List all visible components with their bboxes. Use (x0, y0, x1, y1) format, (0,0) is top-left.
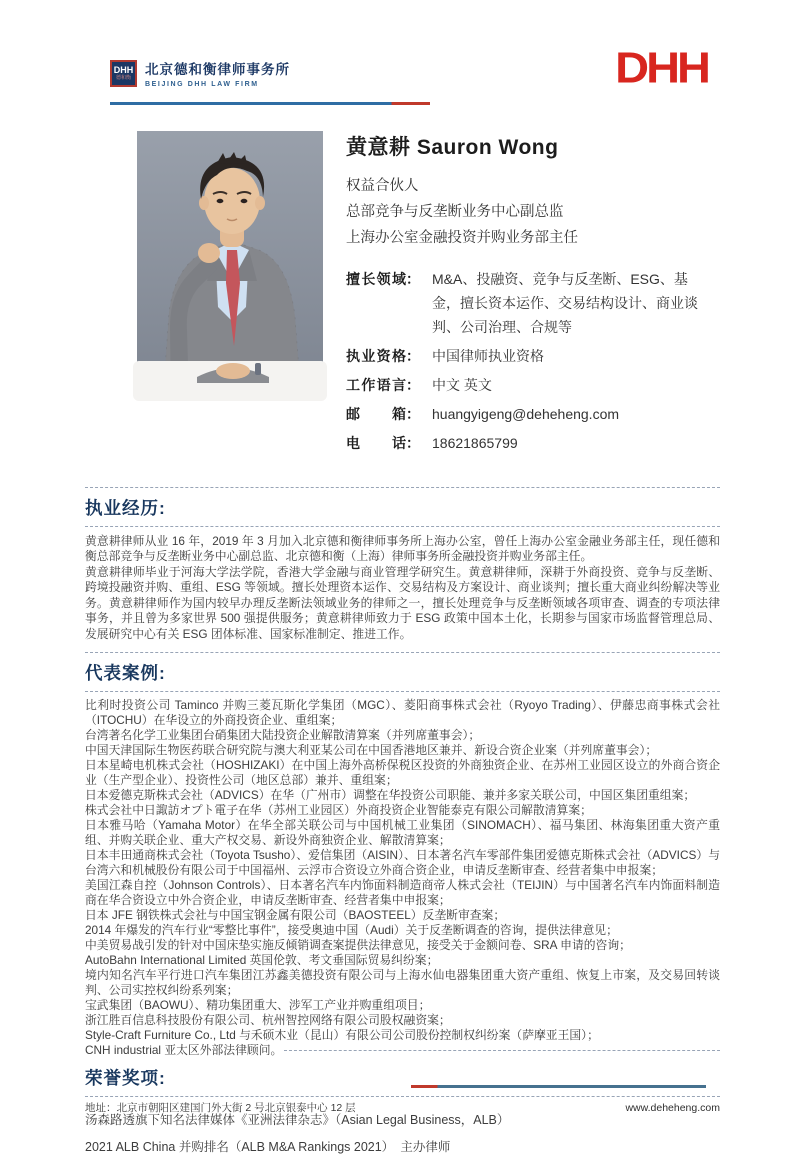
profile-field-row (346, 373, 720, 397)
field-value[interactable]: 中文 英文 (432, 376, 492, 393)
field-colon: ： (406, 405, 420, 422)
case-item: 2014 年爆发的汽车行业“零整比事件”，接受奥迪中国（Audi）关于反垄断调查的咨询，提供法律意见； (85, 923, 618, 937)
profile-field-row (346, 344, 720, 368)
lawyer-title-line: 上海办公室金融投资并购业务部主任 (346, 229, 578, 246)
footer-divider (411, 1085, 706, 1088)
experience-paragraphs (85, 527, 720, 653)
experience-paragraph: 黄意耕律师毕业于河海大学法学院，香港大学金融与商业管理学研究生。黄意耕律师，深耕于外商投资、竞争与反垄断、跨境投融资并购、重组、ESG 等领域。擅长处理资本运作、交易结构及方案设计、商业谈判；擅长重大商业纠纷解决等业务。黄意耕律师作为国内较早办理反垄断法领域业务的律师之一，擅长处理竞争与反垄断领域各项审查、调查的专项法律事务，并且曾为多家世界 500 强提供服务；黄意耕律师致力于 ESG 政策中国本土化，长期参与国家市场监督管理总局、发展研究中心有关 ESG 团体标准、国家标准制定、推进工作。 (85, 564, 720, 641)
case-item: 中国天津国际生物医药联合研究院与澳大利亚某公司在中国香港地区兼并、新设合资企业案（并列席董事会）； (85, 743, 658, 757)
field-value[interactable]: M&A、投融资、竞争与反垄断、ESG、基金，擅长资本运作、交易结构设计、商业谈判、公司治理、合规等 (432, 270, 698, 335)
lawyer-titles (346, 173, 720, 251)
profile-field-row (346, 267, 720, 339)
lawyer-title-line: 权益合伙人 (346, 177, 419, 194)
field-value[interactable]: 中国律师执业资格 (432, 347, 544, 364)
profile-field-row (346, 402, 720, 426)
case-item: 日本爱德克斯株式会社（ADVICS）在华（广州市）调整在华投资公司职能、兼并多家关联公司，中国区集团重组案； (85, 788, 696, 802)
field-label: 电话 (346, 434, 406, 451)
lawyer-title-line: 总部竞争与反垄断业务中心副总监 (346, 203, 564, 220)
case-item: 日本星崎电机株式会社（HOSHIZAKI）在中国上海外高桥保税区投资的外商独资企业、在苏州工业园区设立的外商合资企业（生产型企业）、投资性公司（地区总部）兼并、重组案； (85, 758, 720, 787)
lawyer-name: 黄意耕 Sauron Wong (346, 135, 559, 159)
firm-logo-icon (110, 60, 137, 87)
firm-name-en: BEIJING DHH LAW FIRM (145, 81, 259, 88)
field-label: 邮箱 (346, 405, 406, 422)
section-cases (85, 652, 720, 1058)
field-colon: ： (406, 270, 420, 287)
lawyer-portrait-photo (137, 131, 323, 397)
field-value[interactable]: huangyigeng@deheheng.com (432, 405, 620, 422)
case-item: 日本丰田通商株式会社（Toyota Tsusho）、爱信集团（AISIN）、日本著名汽车零部件集团爱德克斯株式会社（ADVICS）与台湾六和机械股份有限公司于中国福州、云浮市合资设立外商合资企业，申请反垄断审查、经营者集中申报案； (85, 848, 720, 877)
page-footer (85, 1085, 720, 1115)
honor-item: 汤森路透旗下知名法律媒体《亚洲法律杂志》（Asian Legal Business，ALB） (85, 1113, 510, 1127)
case-item: AutoBahn International Limited 英国伦敦、考文垂国际贸易纠纷案； (85, 953, 439, 967)
footer-address: 地址：北京市朝阳区建国门外大街 2 号北京银泰中心 12 层 (85, 1102, 356, 1114)
footer-row (85, 1100, 720, 1115)
dhh-brand-logo: DHH (615, 43, 708, 92)
footer-website-link[interactable]: www.deheheng.com (625, 1102, 720, 1114)
header-divider (110, 102, 430, 105)
profile-field-row (346, 431, 720, 455)
case-item-last-row (85, 1043, 720, 1058)
case-item-last: CNH industrial 亚太区外部法律顾问。 (85, 1043, 283, 1057)
profile-details (346, 131, 720, 460)
honor-item: 2021 ALB China 并购排名（ALB M&A Rankings 2021） 主办律师 (85, 1140, 451, 1154)
case-item: 日本 JFE 钢铁株式会社与中国宝钢金属有限公司（BAOSTEEL）反垄断审查案； (85, 908, 506, 922)
field-label: 擅长领域 (346, 270, 406, 287)
case-item: 宝武集团（BAOWU）、精功集团重大、涉军工产业并购重组项目； (85, 998, 431, 1012)
field-label: 执业资格 (346, 347, 406, 364)
firm-logo-icon-text: DHH (113, 65, 134, 75)
case-item: 日本雅马哈（Yamaha Motor）在华全部关联公司与中国机械工业集团（SINOMACH）、福马集团、林海集团重大资产重组、并购关联企业、重大产权交易、新设外商独资企业、解散清算案； (85, 818, 720, 847)
profile-fields (346, 267, 720, 455)
field-colon: ： (406, 347, 420, 364)
profile-block (137, 131, 720, 460)
dashed-divider-inline (284, 1050, 720, 1051)
case-item: 台湾著名化学工业集团台硝集团大陆投资企业解散清算案（并列席董事会）； (85, 728, 481, 742)
case-list (85, 692, 720, 1043)
firm-name-block (145, 58, 290, 88)
case-item: 境内知名汽车平行进口汽车集团江苏鑫美德投资有限公司与上海水仙电器集团重大资产重组、恢复上市案，及交易回转谈判、公司实控权纠纷系列案； (85, 968, 720, 997)
section-experience (85, 487, 720, 653)
case-item: 比利时投资公司 Taminco 并购三菱瓦斯化学集团（MGC）、菱阳商事株式会社（Ryoyo Trading）、伊藤忠商事株式会社（ITOCHU）在华设立的外商投资企业、重组案； (85, 698, 720, 727)
case-item: 美国江森自控（Johnson Controls）、日本著名汽车内饰面料制造商帝人株式会社（TEIJIN）与中国著名汽车内饰面料制造商在华合资设立中外合资企业，申请反垄断审查、经营者集中申报案； (85, 878, 720, 907)
section-title-honors: 荣誉奖项: (85, 1068, 166, 1088)
section-title-cases: 代表案例: (85, 663, 166, 683)
field-label: 工作语言 (346, 376, 406, 393)
experience-paragraph: 黄意耕律师从业 16 年，2019 年 3 月加入北京德和衡律师事务所上海办公室，曾任上海办公室金融业务部主任，现任德和衡总部竞争与反垄断业务中心副总监、北京德和衡（上海）律师事务所金融投资并购业务部主任。 (85, 533, 720, 563)
field-colon: ： (406, 434, 420, 451)
firm-name-cn: 北京德和衡律师事务所 (145, 62, 290, 77)
section-title-experience: 执业经历: (85, 497, 166, 518)
field-value[interactable]: 18621865799 (432, 434, 518, 451)
field-colon: ： (406, 376, 420, 393)
firm-logo-icon-subtext: 德和衡 (115, 75, 131, 81)
case-item: 株式会社中日諏訪オプト電子在华（苏州工业园区）外商投资企业智能泰克有限公司解散清算案； (85, 803, 592, 817)
firm-logo (110, 58, 290, 88)
case-item: 浙江胜百信息科技股份有限公司、杭州智控网络有限公司股权融资案； (85, 1013, 451, 1027)
case-item: Style-Craft Furniture Co., Ltd 与禾硕木业（昆山）有限公司公司股份控制权纠纷案（萨摩亚王国）； (85, 1028, 599, 1042)
page-header (85, 43, 720, 92)
case-item: 中美贸易战引发的针对中国床垫实施反倾销调查案提供法律意见，接受关于金额问卷、SRA 申请的咨询； (85, 938, 631, 952)
